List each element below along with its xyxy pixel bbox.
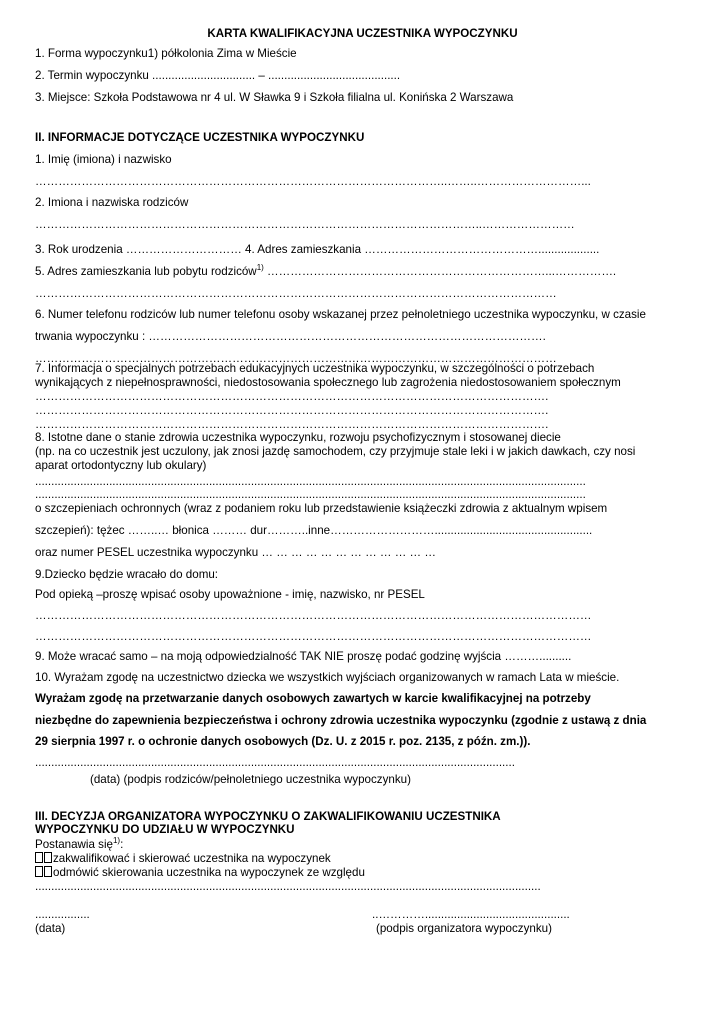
data-consent-2: niezbędne do zapewnienia bezpieczeństwa i ochrony zdrowia uczestnika wypoczynku (zgodnie z ustawą z dnia xyxy=(35,714,647,727)
q9-fill-line-1: ……………………………………………………………………………………………………………………………… xyxy=(35,609,592,622)
q2-parents-label: 2. Imiona i nazwiska rodziców xyxy=(35,196,189,209)
q9-fill-line-2: ……………………………………………………………………………………………………………………………… xyxy=(35,630,592,643)
organizer-signature-line: ..…………............................................. xyxy=(372,908,570,921)
q2-fill-line: ……………………………………………………………………………………………………..…………………… xyxy=(35,218,575,231)
q9-escort-label: Pod opieką –proszę wpisać osoby upoważnione - imię, nazwisko, nr PESEL xyxy=(35,588,425,601)
q1-fill-line: ……………………………………………………………………………………………..……..………………………... xyxy=(35,175,591,188)
q3-birth-address: 3. Rok urodzenia ………………………… 4. Adres zamieszkania ………………………………………................... xyxy=(35,243,600,256)
section-3-heading-1: III. DECYZJA ORGANIZATORA WYPOCZYNKU O ZAKWALIFIKOWANIU UCZESTNIKA xyxy=(35,810,501,823)
pesel-line: oraz numer PESEL uczestnika wypoczynku … … … … … … … … … … … … xyxy=(35,546,436,559)
q8-fill-line-1: ........................................................................................................................................................................... xyxy=(35,475,586,488)
checkbox-icon[interactable] xyxy=(35,852,43,863)
vaccination-label: o szczepieniach ochronnych (wraz z podaniem roku lub przedstawienie książeczki zdrowia z aktualnym wpisem xyxy=(35,502,608,515)
stay-place: 3. Miejsce: Szkoła Podstawowa nr 4 ul. W Sławka 9 i Szkoła filialna ul. Konińska 2 Warszawa xyxy=(35,91,514,104)
parent-signature-label: (data) (podpis rodziców/pełnoletniego uczestnika wypoczynku) xyxy=(90,773,411,786)
q7-label-2: wynikających z niepełnosprawności, niedostosowania społecznego lub zagrożenia niedostosowaniem społecznym xyxy=(35,376,621,389)
q7-fill-line-2: ……………………………………………………………………………………………………………………. xyxy=(35,404,549,417)
q6-phone-line: trwania wypoczynku : …………………………………………………………………………………………. xyxy=(35,330,546,343)
option-qualify: zakwalifikować i skierować uczestnika na wypoczynek xyxy=(35,852,331,866)
parent-signature-line: ..................................................................................................................................................... xyxy=(35,756,515,769)
section-3-heading-2: WYPOCZYNKU DO UDZIAŁU W WYPOCZYNKU xyxy=(35,823,295,836)
q7-fill-line-3: ……………………………………………………………………………………………………………………. xyxy=(35,418,549,431)
section-2-heading: II. INFORMACJE DOTYCZĄCE UCZESTNIKA WYPOCZYNKU xyxy=(35,131,365,144)
vaccination-line: szczepień): tężec ……..… błonica ……… dur………..inne………………………................................................. xyxy=(35,524,593,537)
decides-label: Postanawia się$^{1)}$: xyxy=(35,836,124,851)
q9-return-label: 9.Dziecko będzie wracało do domu: xyxy=(35,568,219,581)
q9-alone-line: 9. Może wracać samo – na moją odpowiedzialność TAK NIE proszę podać godzinę wyjścia ……….......... xyxy=(35,650,572,663)
q7-fill-line-1: ……………………………………………………………………………………………………………………. xyxy=(35,390,549,403)
organizer-signature-label: (podpis organizatora wypoczynku) xyxy=(376,922,552,935)
form-of-stay: 1. Forma wypoczynku1) półkolonia Zima w Mieście xyxy=(35,47,297,60)
q6-fill-line: ……………………………………………………………………………………………………………………… xyxy=(35,352,557,365)
q10-consent-trips: 10. Wyrażam zgodę na uczestnictwo dziecka we wszystkich wyjściach organizowanych w ramach Lata w mieście. xyxy=(35,671,620,684)
data-consent-3: 29 sierpnia 1997 r. o ochronie danych osobowych (Dz. U. z 2015 r. poz. 2135, z późn. zm.)). xyxy=(35,735,531,748)
organizer-date-label: (data) xyxy=(35,922,66,935)
option-refuse: odmówić skierowania uczestnika na wypoczynek ze względu xyxy=(35,866,365,880)
q5-fill-line: ……………………………………………………………………………………………………………………… xyxy=(35,287,557,300)
q7-label-1: 7. Informacja o specjalnych potrzebach edukacyjnych uczestnika wypoczynku, w szczególności o potrzebach xyxy=(35,362,595,375)
checkbox-icon[interactable] xyxy=(44,866,52,877)
refusal-reason-line: ............................................................................................................................................................. xyxy=(35,880,541,893)
q8-fill-line-2: ........................................................................................................................................................................... xyxy=(35,488,586,501)
document-title: KARTA KWALIFIKACYJNA UCZESTNIKA WYPOCZYNKU xyxy=(207,27,518,40)
checkbox-icon[interactable] xyxy=(44,852,52,863)
q5-parents-address: 5. Adres zamieszkania lub pobytu rodziców$^{1)}$ ………………………………………………………………...……………. xyxy=(35,263,617,278)
q1-name-label: 1. Imię (imiona) i nazwisko xyxy=(35,153,172,166)
q8-label-3: aparat ortodontyczny lub okulary) xyxy=(35,459,207,472)
data-consent-1: Wyrażam zgodę na przetwarzanie danych osobowych zawartych w karcie kwalifikacyjnej na potrzeby xyxy=(35,692,591,705)
q8-label-1: 8. Istotne dane o stanie zdrowia uczestnika wypoczynku, rozwoju psychofizycznym i stosowanej diecie xyxy=(35,431,561,444)
organizer-date-line: ................. xyxy=(35,908,90,921)
q8-label-2: (np. na co uczestnik jest uczulony, jak znosi jazdę samochodem, czy przyjmuje stale leki i w jakich dawkach, czy nosi xyxy=(35,445,636,458)
checkbox-icon[interactable] xyxy=(35,866,43,877)
q6-phone-label: 6. Numer telefonu rodziców lub numer telefonu osoby wskazanej przez pełnoletniego uczestnika wypoczynku, w czasie xyxy=(35,308,646,321)
stay-dates: 2. Termin wypoczynku ................................ – ......................................... xyxy=(35,69,401,82)
